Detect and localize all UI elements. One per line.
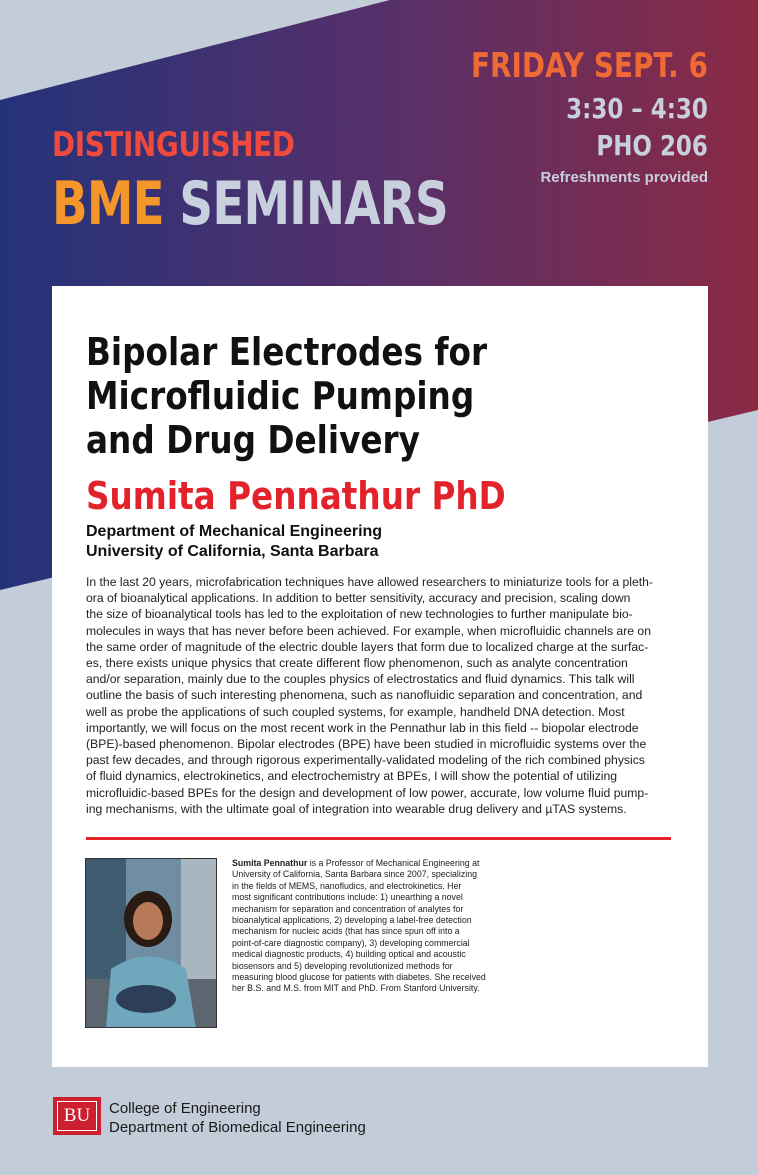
abstract-line: importantly, we will focus on the most recent work in the Pennathur lab in this field -- biopolar electrode [86,720,639,735]
bu-logo[interactable] [53,1097,101,1135]
bu-logo-text: BU [63,1105,91,1126]
speaker-photo [85,858,217,1028]
title-line: and Drug Delivery [86,418,420,462]
series-seminars: SEMINARS [179,169,448,239]
abstract [86,574,676,817]
title-line: Bipolar Electrodes for [86,330,488,374]
abstract-line: molecules in ways that has never before been achieved. For example, when microfluidic channels are on [86,623,651,638]
bio-line: mechanism for separation and concentration of analytes for [232,903,464,914]
series-line1: DISTINGUISHED [52,125,295,165]
bio-line: biosensors and 5) developing revolutionized methods for [232,960,453,971]
section-divider [86,837,671,840]
footer-text [109,1099,366,1137]
abstract-line: ing mechanisms, with the ultimate goal of integration into wearable drug delivery and µTAS systems. [86,801,627,816]
footer-department: Department of Biomedical Engineering [109,1119,366,1136]
footer [53,1097,366,1137]
series-line2 [52,168,448,240]
speaker-name: Sumita Pennathur PhD [86,474,506,518]
speaker-bio [232,858,522,995]
abstract-line: past few decades, and through rigorous experimentally-validated modeling of the rich combined physics [86,753,645,768]
refreshments-note: Refreshments provided [540,169,708,186]
bio-line: mechanism for nucleic acids (that has since spun off into a [232,926,460,937]
abstract-line: and/or separation, mainly due to the couples physics of electrostatics and fluid dynamics. This talk will [86,672,635,687]
abstract-line: the same order of magnitude of the electric double layers that form due to localized charge at the surfac- [86,639,649,654]
title-line: Microfluidic Pumping [86,374,475,418]
event-time: 3:30 – 4:30 [566,92,708,125]
abstract-line: outline the basis of such interesting phenomena, such as nanofluidic separation and concentration, and [86,688,643,703]
event-date: FRIDAY SEPT. 6 [471,46,708,86]
bio-line: most significant contributions include: 1) unearthing a novel [232,892,463,903]
event-info [419,42,708,190]
abstract-line: In the last 20 years, microfabrication techniques have allowed researchers to miniaturize tools for a pleth- [86,575,654,589]
abstract-line: well as probe the applications of such coupled systems, for example, handheld DNA detection. Most [86,704,625,719]
event-room: PHO 206 [596,129,708,162]
abstract-line: ora of bioanalytical applications. In addition to better sensitivity, accuracy and precision, scaling down [86,591,631,606]
abstract-line: (BPE)-based phenomenon. Bipolar electrodes (BPE) have been studied in microfluidic systems over the [86,737,647,752]
bio-line: her B.S. and M.S. from MIT and PhD. From Stanford University. [232,983,480,994]
bio-line: in the fields of MEMS, nanofludics, and electrokinetics. Her [232,880,462,891]
affiliation-line: University of California, Santa Barbara [86,543,379,560]
abstract-line: microfluidic-based BPEs for the design and development of low power, accurate, low volume fluid pump- [86,785,649,800]
bio-first-line: is a Professor of Mechanical Engineering at [307,858,480,868]
footer-college: College of Engineering [109,1100,261,1117]
bio-line: point-of-care diagnostic company), 3) developing commercial [232,937,470,948]
bio-line: measuring blood glucose for patients with diabetes. She received [232,972,486,983]
abstract-line: the size of bioanalytical tools has led to the exploitation of new technologies to further manipulate bio- [86,607,633,622]
series-bme: BME [52,169,164,239]
speaker-affiliation [86,522,382,562]
speaker-photo-illustration [86,859,217,1028]
bio-line [232,858,522,869]
affiliation-line: Department of Mechanical Engineering [86,523,383,540]
bio-name: Sumita Pennathur [232,858,308,868]
talk-card [52,286,708,1067]
talk-title [86,330,533,462]
bio-line: University of California, Santa Barbara since 2007, specializing [232,869,477,880]
bio-line: bioanalytical applications, 2) developing a label-free detection [232,915,472,926]
bio-line: medical diagnostic products, 4) building optical and acoustic [232,949,466,960]
abstract-line: of fluid dynamics, electrokinetics, and electrochemistry at BPEs, I will show the potential of utilizing [86,769,618,784]
abstract-line: es, there exists unique physics that create different flow phenomenon, such as analyte concentration [86,656,628,671]
